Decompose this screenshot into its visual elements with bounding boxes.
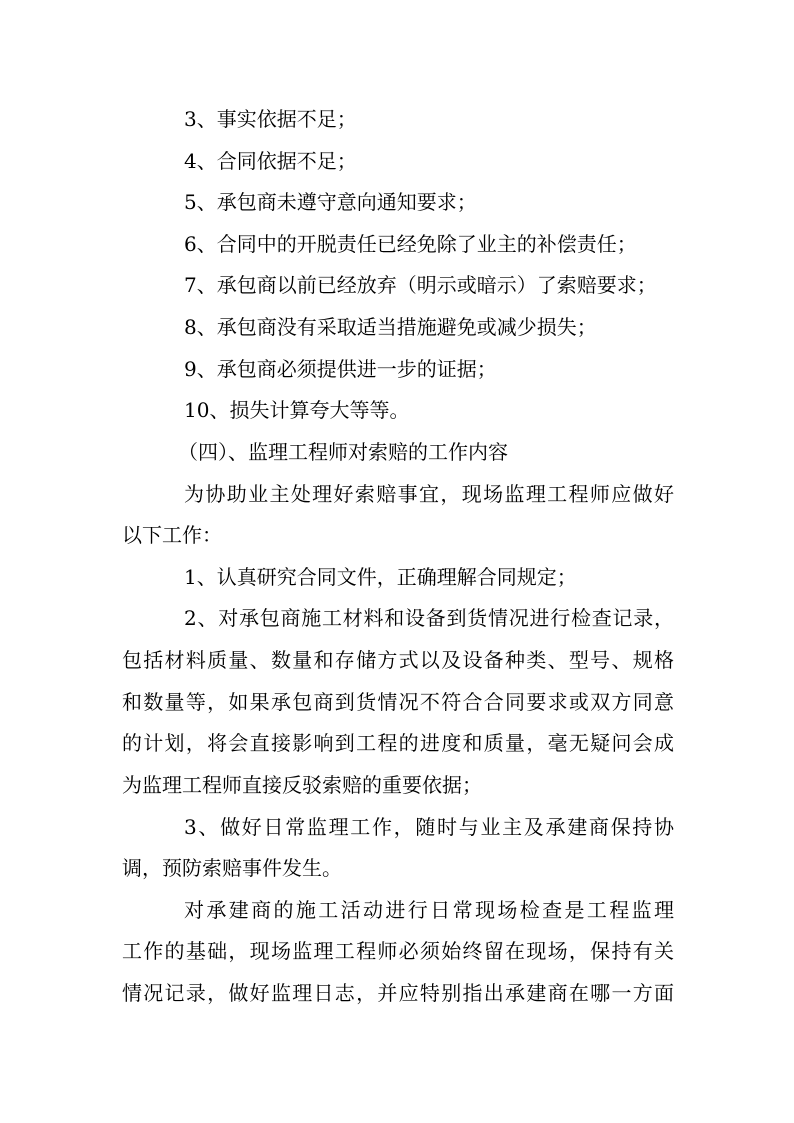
paragraph-line: 工作的基础，现场监理工程师必须始终留在现场，保持有关 [122,939,674,963]
list-item-8: 8、承包商没有采取适当措施避免或减少损失； [184,315,597,339]
paragraph-line: 为协助业主处理好索赔事宜，现场监理工程师应做好 [184,482,674,506]
work-item-3: 3、做好日常监理工作，随时与业主及承建商保持协 [184,815,674,839]
paragraph-line: 为监理工程师直接反驳索赔的重要依据； [122,773,482,797]
work-item-1: 1、认真研究合同文件，正确理解合同规定； [184,565,577,589]
work-item-2: 2、对承包商施工材料和设备到货情况进行检查记录， [184,606,674,630]
section-heading: （四）、监理工程师对索赔的工作内容 [178,440,508,464]
paragraph-line: 以下工作： [122,523,222,547]
paragraph-line: 对承建商的施工活动进行日常现场检查是工程监理 [184,898,674,922]
paragraph-line: 包括材料质量、数量和存储方式以及设备种类、型号、规格 [122,648,674,672]
paragraph-line: 和数量等，如果承包商到货情况不符合合同要求或双方同意 [122,690,674,714]
paragraph-line: 的计划，将会直接影响到工程的进度和质量，毫无疑问会成 [122,731,674,755]
paragraph-line: 调，预防索赔事件发生。 [122,856,342,880]
list-item-9: 9、承包商必须提供进一步的证据； [184,357,497,381]
list-item-10: 10、损失计算夸大等等。 [184,398,410,422]
paragraph-line: 情况记录，做好监理日志，并应特别指出承建商在哪一方面 [122,981,674,1005]
list-item-4: 4、合同依据不足； [184,149,357,173]
list-item-3: 3、事实依据不足； [184,107,357,131]
list-item-6: 6、合同中的开脱责任已经免除了业主的补偿责任； [184,232,637,256]
list-item-7: 7、承包商以前已经放弃（明示或暗示）了索赔要求； [184,273,657,297]
list-item-5: 5、承包商未遵守意向通知要求； [184,190,477,214]
